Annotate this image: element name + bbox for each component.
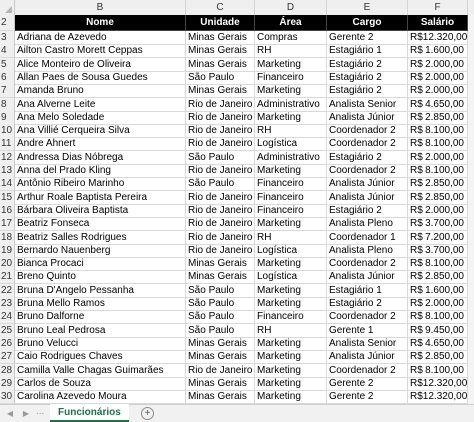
row-header[interactable]: 12 xyxy=(0,151,15,165)
cell-area[interactable]: Logística xyxy=(255,244,327,258)
cell-salario[interactable] xyxy=(408,244,468,258)
cell-cargo[interactable]: Coordenador 2 xyxy=(327,137,408,151)
cell-area[interactable]: Compras xyxy=(255,31,327,45)
cell-unidade[interactable]: Minas Gerais xyxy=(186,44,255,58)
cell-area[interactable]: RH xyxy=(255,44,327,58)
cell-area[interactable]: Marketing xyxy=(255,377,327,391)
salary-value: 2.850,00 xyxy=(425,271,464,283)
cell-area[interactable]: Marketing xyxy=(255,350,327,364)
cell-area[interactable]: Marketing xyxy=(255,364,327,378)
cell-nome[interactable]: Amanda Bruno xyxy=(15,84,186,98)
cell-cargo[interactable]: Analista Júnior xyxy=(327,177,408,191)
cell-nome[interactable]: Anna del Prado Kling xyxy=(15,164,186,178)
cell-unidade[interactable]: São Paulo xyxy=(186,151,255,165)
currency-symbol: R$ xyxy=(410,391,423,403)
cell-area[interactable]: Marketing xyxy=(255,337,327,351)
cell-area[interactable]: Marketing xyxy=(255,284,327,298)
salary-value: 2.000,00 xyxy=(425,151,464,163)
cell-salario[interactable] xyxy=(408,364,468,378)
cell-unidade[interactable]: Minas Gerais xyxy=(186,84,255,98)
cell-unidade[interactable]: Rio de Janeiro xyxy=(186,191,255,205)
cell-unidade[interactable]: Rio de Janeiro xyxy=(186,364,255,378)
row-header[interactable]: 29 xyxy=(0,377,15,391)
cell-salario[interactable] xyxy=(408,350,468,364)
cell-area[interactable]: Financeiro xyxy=(255,71,327,85)
currency-symbol: R$ xyxy=(410,32,423,43)
currency-symbol: R$ xyxy=(410,351,423,363)
cell-cargo[interactable]: Estagiário 2 xyxy=(327,84,408,98)
cell-salario[interactable] xyxy=(408,310,468,324)
cell-unidade[interactable]: Rio de Janeiro xyxy=(186,137,255,151)
cell-area[interactable]: Financeiro xyxy=(255,310,327,324)
cell-cargo[interactable]: Analista Júnior xyxy=(327,350,408,364)
salary-value: 4.650,00 xyxy=(425,98,464,110)
cell-salario[interactable] xyxy=(408,191,468,205)
sheet-tab-funcionarios[interactable]: Funcionários xyxy=(50,404,129,422)
currency-symbol: R$ xyxy=(410,258,423,270)
cell-cargo[interactable]: Coordenador 2 xyxy=(327,124,408,138)
cell-cargo[interactable]: Coordenador 2 xyxy=(327,364,408,378)
cell-salario[interactable] xyxy=(408,297,468,311)
cell-unidade[interactable]: Minas Gerais xyxy=(186,31,255,45)
cell-cargo[interactable]: Estagiário 1 xyxy=(327,284,408,298)
cell-area[interactable]: Financeiro xyxy=(255,191,327,205)
cell-unidade[interactable]: São Paulo xyxy=(186,177,255,191)
cell-salario[interactable] xyxy=(408,58,468,72)
cell-nome[interactable]: Bruno Velucci xyxy=(15,337,186,351)
cell-nome[interactable]: Breno Quinto xyxy=(15,270,186,284)
salary-value: 8.100,00 xyxy=(425,258,464,270)
cell-salario[interactable] xyxy=(408,217,468,231)
currency-symbol: R$ xyxy=(410,218,423,230)
cell-unidade[interactable]: Minas Gerais xyxy=(186,350,255,364)
currency-symbol: R$ xyxy=(410,364,423,376)
currency-symbol: R$ xyxy=(410,151,423,163)
cell-salario[interactable] xyxy=(408,31,468,45)
cell-unidade[interactable]: Minas Gerais xyxy=(186,337,255,351)
cell-cargo[interactable]: Estagiário 2 xyxy=(327,204,408,218)
cell-nome[interactable]: Ana Melo Soledade xyxy=(15,111,186,125)
cell-area[interactable]: Financeiro xyxy=(255,204,327,218)
cell-unidade[interactable]: Rio de Janeiro xyxy=(186,231,255,245)
cell-salario[interactable] xyxy=(408,137,468,151)
column-header-b[interactable]: B xyxy=(15,0,186,15)
cell-salario[interactable] xyxy=(408,151,468,165)
cell-salario[interactable] xyxy=(408,164,468,178)
cell-nome[interactable]: Bernardo Nauenberg xyxy=(15,244,186,258)
row-header[interactable]: 21 xyxy=(0,270,15,284)
cell-nome[interactable]: Bruno Dalforne xyxy=(15,310,186,324)
cell-cargo[interactable]: Coordenador 1 xyxy=(327,231,408,245)
cell-cargo[interactable]: Estagiário 2 xyxy=(327,151,408,165)
cell-cargo[interactable]: Analista Júnior xyxy=(327,111,408,125)
cell-nome[interactable]: Alice Monteiro de Oliveira xyxy=(15,58,186,72)
currency-symbol: R$ xyxy=(410,58,423,70)
header-unidade[interactable]: Unidade xyxy=(186,15,255,31)
cell-nome[interactable]: Arthur Roale Baptista Pereira xyxy=(15,191,186,205)
next-sheet-icon[interactable]: ▶ xyxy=(22,409,30,418)
cell-nome[interactable]: Antônio Ribeiro Marinho xyxy=(15,177,186,191)
cell-cargo[interactable]: Gerente 2 xyxy=(327,31,408,45)
row-header[interactable]: 14 xyxy=(0,177,15,191)
cell-unidade[interactable]: São Paulo xyxy=(186,71,255,85)
salary-value: 4.650,00 xyxy=(425,337,464,349)
cell-cargo[interactable]: Analista Senior xyxy=(327,337,408,351)
salary-value: 2.000,00 xyxy=(425,71,464,83)
cell-unidade[interactable]: São Paulo xyxy=(186,324,255,338)
cell-cargo[interactable]: Estagiário 2 xyxy=(327,58,408,72)
row-header[interactable]: 3 xyxy=(0,31,15,45)
cell-area[interactable]: Financeiro xyxy=(255,177,327,191)
currency-symbol: R$ xyxy=(410,337,423,349)
row-header[interactable]: 24 xyxy=(0,310,15,324)
cell-area[interactable]: Marketing xyxy=(255,84,327,98)
cell-cargo[interactable]: Gerente 2 xyxy=(327,377,408,391)
cell-area[interactable]: Administrativo xyxy=(255,98,327,112)
currency-symbol: R$ xyxy=(410,377,423,389)
salary-value: 2.850,00 xyxy=(425,351,464,363)
cell-area[interactable]: Logística xyxy=(255,137,327,151)
cell-cargo[interactable]: Analista Pleno xyxy=(327,244,408,258)
cell-unidade[interactable]: São Paulo xyxy=(186,297,255,311)
sheet-tab-bar xyxy=(0,404,474,422)
cell-cargo[interactable]: Estagiário 2 xyxy=(327,71,408,85)
cell-salario[interactable] xyxy=(408,124,468,138)
header-salario[interactable]: Salário xyxy=(408,15,468,31)
row-header[interactable]: 30 xyxy=(0,390,15,404)
vertical-scrollbar[interactable] xyxy=(468,15,474,404)
column-header-c[interactable]: C xyxy=(186,0,255,15)
row-header[interactable]: 6 xyxy=(0,71,15,85)
cell-nome[interactable]: Beatriz Salles Rodrigues xyxy=(15,231,186,245)
salary-value: 2.000,00 xyxy=(425,58,464,70)
row-header[interactable]: 13 xyxy=(0,164,15,178)
row-header[interactable]: 8 xyxy=(0,98,15,112)
row-header[interactable]: 16 xyxy=(0,204,15,218)
cell-area[interactable]: Marketing xyxy=(255,164,327,178)
salary-value: 1.600,00 xyxy=(425,45,464,57)
cell-unidade[interactable]: São Paulo xyxy=(186,310,255,324)
cell-area[interactable]: Logística xyxy=(255,270,327,284)
cell-salario[interactable] xyxy=(408,71,468,85)
cell-area[interactable]: Marketing xyxy=(255,58,327,72)
cell-nome[interactable]: Allan Paes de Sousa Guedes xyxy=(15,71,186,85)
salary-value: 8.100,00 xyxy=(425,138,464,150)
cell-unidade[interactable]: Rio de Janeiro xyxy=(186,111,255,125)
cell-area[interactable]: RH xyxy=(255,324,327,338)
currency-symbol: R$ xyxy=(410,165,423,176)
column-header-d[interactable]: D xyxy=(255,0,327,15)
currency-symbol: R$ xyxy=(410,125,423,137)
row-header[interactable]: 20 xyxy=(0,257,15,271)
currency-symbol: R$ xyxy=(410,178,423,190)
cell-salario[interactable] xyxy=(408,111,468,125)
cell-nome[interactable]: Bruno Leal Pedrosa xyxy=(15,324,186,338)
cell-salario[interactable] xyxy=(408,231,468,245)
cell-salario[interactable] xyxy=(408,98,468,112)
add-sheet-icon[interactable]: + xyxy=(141,407,154,420)
cell-unidade[interactable]: Minas Gerais xyxy=(186,377,255,391)
cell-nome[interactable]: Ana Alverne Leite xyxy=(15,98,186,112)
prev-sheet-icon[interactable]: ◀ xyxy=(6,409,14,418)
row-header[interactable]: 2 xyxy=(0,15,15,31)
currency-symbol: R$ xyxy=(410,231,423,243)
cell-cargo[interactable]: Estagiário 2 xyxy=(327,297,408,311)
cell-nome[interactable]: Bruna D'Angelo Pessanha xyxy=(15,284,186,298)
column-header-f[interactable]: F xyxy=(408,0,468,15)
select-all-corner[interactable] xyxy=(0,0,15,15)
salary-value: 2.850,00 xyxy=(425,111,464,123)
currency-symbol: R$ xyxy=(410,85,423,97)
cell-unidade[interactable]: Minas Gerais xyxy=(186,270,255,284)
cell-cargo[interactable]: Coordenador 2 xyxy=(327,164,408,178)
salary-value: 2.850,00 xyxy=(425,191,464,203)
salary-value: 8.100,00 xyxy=(425,311,464,323)
cell-salario[interactable] xyxy=(408,44,468,58)
cell-nome[interactable]: Caio Rodrigues Chaves xyxy=(15,350,186,364)
cell-salario[interactable] xyxy=(408,204,468,218)
salary-value: 3.700,00 xyxy=(425,218,464,230)
salary-value: 8.100,00 xyxy=(425,165,464,176)
cell-cargo[interactable]: Gerente 2 xyxy=(327,390,408,404)
currency-symbol: R$ xyxy=(410,111,423,123)
column-header-e[interactable]: E xyxy=(327,0,408,15)
row-header[interactable]: 9 xyxy=(0,111,15,125)
cell-cargo[interactable]: Analista Pleno xyxy=(327,217,408,231)
cell-nome[interactable]: Bárbara Oliveira Baptista xyxy=(15,204,186,218)
column-header-bar xyxy=(0,0,474,16)
cell-nome[interactable]: Andressa Dias Nóbrega xyxy=(15,151,186,165)
row-header[interactable]: 18 xyxy=(0,231,15,245)
cell-area[interactable]: Marketing xyxy=(255,297,327,311)
cell-salario[interactable] xyxy=(408,284,468,298)
row-header[interactable]: 4 xyxy=(0,44,15,58)
salary-value: 8.100,00 xyxy=(425,364,464,376)
cell-nome[interactable]: Bianca Procaci xyxy=(15,257,186,271)
cell-area[interactable]: RH xyxy=(255,124,327,138)
currency-symbol: R$ xyxy=(410,191,423,203)
cell-unidade[interactable]: Minas Gerais xyxy=(186,58,255,72)
cell-area[interactable]: RH xyxy=(255,231,327,245)
salary-value: 2.000,00 xyxy=(425,298,464,309)
row-header[interactable]: 5 xyxy=(0,58,15,72)
salary-value: 2.850,00 xyxy=(425,178,464,190)
salary-value: 12.320,00 xyxy=(422,391,468,403)
cell-cargo[interactable]: Coordenador 2 xyxy=(327,257,408,271)
salary-value: 9.450,00 xyxy=(425,324,464,336)
currency-symbol: R$ xyxy=(410,271,423,283)
currency-symbol: R$ xyxy=(410,98,423,110)
header-area[interactable]: Área xyxy=(255,15,327,31)
header-nome[interactable]: Nome xyxy=(15,15,186,31)
cell-unidade[interactable]: Minas Gerais xyxy=(186,257,255,271)
cell-unidade[interactable]: Rio de Janeiro xyxy=(186,217,255,231)
salary-value: 3.700,00 xyxy=(425,244,464,256)
cell-cargo[interactable]: Gerente 1 xyxy=(327,324,408,338)
cell-salario[interactable] xyxy=(408,377,468,391)
currency-symbol: R$ xyxy=(410,204,423,216)
row-header[interactable]: 19 xyxy=(0,244,15,258)
row-header[interactable]: 10 xyxy=(0,124,15,138)
more-sheets-icon[interactable]: ... xyxy=(36,406,45,417)
cell-unidade[interactable]: Rio de Janeiro xyxy=(186,244,255,258)
cell-unidade[interactable]: Rio de Janeiro xyxy=(186,204,255,218)
row-header[interactable]: 15 xyxy=(0,191,15,205)
row-header[interactable]: 7 xyxy=(0,84,15,98)
salary-value: 7.200,00 xyxy=(425,231,464,243)
cell-unidade[interactable]: Rio de Janeiro xyxy=(186,124,255,138)
cell-unidade[interactable]: Rio de Janeiro xyxy=(186,98,255,112)
currency-symbol: R$ xyxy=(410,244,423,256)
cell-cargo[interactable]: Analista Júnior xyxy=(327,191,408,205)
cell-area[interactable]: Marketing xyxy=(255,257,327,271)
cell-area[interactable]: Marketing xyxy=(255,217,327,231)
salary-value: 8.100,00 xyxy=(425,125,464,137)
currency-symbol: R$ xyxy=(410,45,423,57)
salary-value: 2.000,00 xyxy=(425,85,464,97)
cell-cargo[interactable]: Estagiário 1 xyxy=(327,44,408,58)
cell-salario[interactable] xyxy=(408,84,468,98)
cell-nome[interactable]: Carlos de Souza xyxy=(15,377,186,391)
salary-value: 12.320,00 xyxy=(422,377,468,389)
currency-symbol: R$ xyxy=(410,71,423,83)
row-header[interactable]: 22 xyxy=(0,284,15,298)
row-header[interactable]: 28 xyxy=(0,364,15,378)
currency-symbol: R$ xyxy=(410,298,423,309)
row-header[interactable]: 17 xyxy=(0,217,15,231)
salary-value: 12.320,00 xyxy=(422,32,468,43)
cell-salario[interactable] xyxy=(408,177,468,191)
cell-area[interactable]: Administrativo xyxy=(255,151,327,165)
cell-nome[interactable]: Bruna Mello Ramos xyxy=(15,297,186,311)
cell-nome[interactable]: Ailton Castro Morett Ceppas xyxy=(15,44,186,58)
cell-area[interactable]: Marketing xyxy=(255,390,327,404)
cell-area[interactable]: Marketing xyxy=(255,111,327,125)
cell-cargo[interactable]: Coordenador 2 xyxy=(327,310,408,324)
cell-unidade[interactable]: Rio de Janeiro xyxy=(186,164,255,178)
cell-nome[interactable]: Ana Villié Cerqueira Silva xyxy=(15,124,186,138)
currency-symbol: R$ xyxy=(410,284,423,296)
cell-unidade[interactable]: São Paulo xyxy=(186,284,255,298)
cell-cargo[interactable]: Analista Senior xyxy=(327,98,408,112)
row-header[interactable]: 11 xyxy=(0,137,15,151)
salary-value: 1.600,00 xyxy=(425,284,464,296)
cell-salario[interactable] xyxy=(408,257,468,271)
cell-salario[interactable] xyxy=(408,324,468,338)
cell-nome[interactable]: Andre Ahnert xyxy=(15,137,186,151)
currency-symbol: R$ xyxy=(410,311,423,323)
cell-nome[interactable]: Beatriz Fonseca xyxy=(15,217,186,231)
currency-symbol: R$ xyxy=(410,324,423,336)
row-header[interactable]: 25 xyxy=(0,324,15,338)
cell-salario[interactable] xyxy=(408,270,468,284)
row-header[interactable]: 23 xyxy=(0,297,15,311)
cell-unidade[interactable]: Minas Gerais xyxy=(186,390,255,404)
row-header[interactable]: 27 xyxy=(0,350,15,364)
row-header[interactable]: 26 xyxy=(0,337,15,351)
cell-nome[interactable]: Carolina Azevedo Moura xyxy=(15,390,186,404)
salary-value: 2.000,00 xyxy=(425,204,464,216)
currency-symbol: R$ xyxy=(410,138,423,150)
cell-salario[interactable] xyxy=(408,337,468,351)
cell-cargo[interactable]: Analista Júnior xyxy=(327,270,408,284)
cell-nome[interactable]: Adriana de Azevedo xyxy=(15,31,186,45)
cell-nome[interactable]: Camilla Valle Chagas Guimarães xyxy=(15,364,186,378)
cell-salario[interactable] xyxy=(408,390,468,404)
header-cargo[interactable]: Cargo xyxy=(327,15,408,31)
